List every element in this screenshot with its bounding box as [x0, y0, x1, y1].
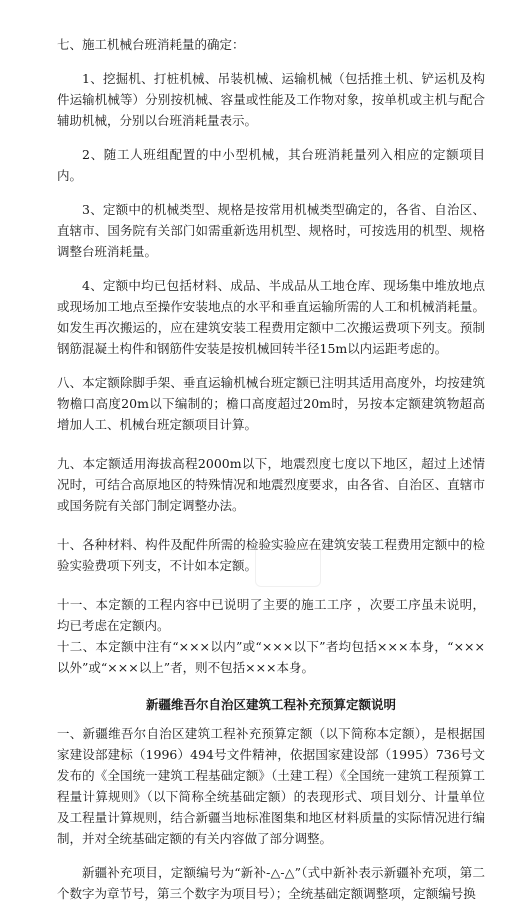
section-7-item-3: 3、定额中的机械类型、规格是按常用机械类型确定的，各省、自治区、直辖市、国务院有关部门如需重新选用机型、规格时，可按选用的机型、规格调整台班消耗量。	[57, 202, 485, 259]
section-8: 八、本定额除脚手架、垂直运输机械台班定额已注明其适用高度外，均按建筑物檐口高度20m以下编制的；檐口高度超过20m时，另按本定额建筑物超高增加人工、机械台班定额项目计算。	[57, 375, 485, 432]
document-body	[57, 34, 485, 904]
section-7-item-1: 1、挖掘机、打桩机械、吊装机械、运输机械（包括推土机、铲运机及构件运输机械等）分别按机械、容量或性能及工作物对象，按单机或主机与配合辅助机械，分别以台班消耗量表示。	[57, 71, 485, 128]
section-7-title: 七、施工机械台班消耗量的确定：	[57, 37, 245, 52]
section-7-item-2: 2、随工人班组配置的中小型机械，其台班消耗量列入相应的定额项目内。	[57, 147, 485, 183]
xinjiang-para-2: 新疆补充项目，定额编号为“新补-△-△”（式中新补表示新疆补充项，第二个数字为章节号，第三个数字为项目号）；全统基础定额调整项，定额编号换	[57, 865, 485, 901]
xinjiang-para-1: 一、新疆维吾尔自治区建筑工程补充预算定额（以下简称本定额），是根据国家建设部建标（1996）494号文件精神，依据国家建设部（1995）736号文发布的《全国统一建筑工程基础定额》（土建工程）《全国统一建筑工程预算工程量计算规则》（以下简称全统基础定额）的表现形式、项目划分、计量单位及工程量计算规则，结合新疆当地标准图集和地区材料质量的实际情况进行编制，并对全统基础定额的有关内容做了部分调整。	[57, 726, 485, 846]
section-12: 十二、本定额中注有“×××以内”或“×××以下”者均包括×××本身，“×××以外”或“×××以上”者，则不包括×××本身。	[57, 639, 485, 675]
section-11: 十一、本定额的工程内容中已说明了主要的施工工序 ，次要工序虽未说明，均已考虑在定额内。	[57, 597, 485, 633]
xinjiang-heading: 新疆维吾尔自治区建筑工程补充预算定额说明	[145, 697, 396, 712]
section-7-item-4: 4、定额中均已包括材料、成品、半成品从工地仓库、现场集中堆放地点或现场加工地点至操作安装地点的水平和垂直运输所需的人工和机械消耗量。如发生再次搬运的，应在建筑安装工程费用定额中二次搬运费项下列支。预制钢筋混凝土构件和钢筋件安装是按机械回转半径15m以内运距考虑的。	[57, 278, 485, 356]
section-9: 九、本定额适用海拔高程2000m以下，地震烈度七度以下地区，超过上述情况时，可结合高原地区的特殊情况和地震烈度要求，由各省、自治区、直辖市或国务院有关部门制定调整办法。	[57, 456, 485, 513]
section-10: 十、各种材料、构件及配件所需的检验实验应在建筑安装工程费用定额中的检验实验费项下列支，不计如本定额。	[57, 537, 485, 573]
